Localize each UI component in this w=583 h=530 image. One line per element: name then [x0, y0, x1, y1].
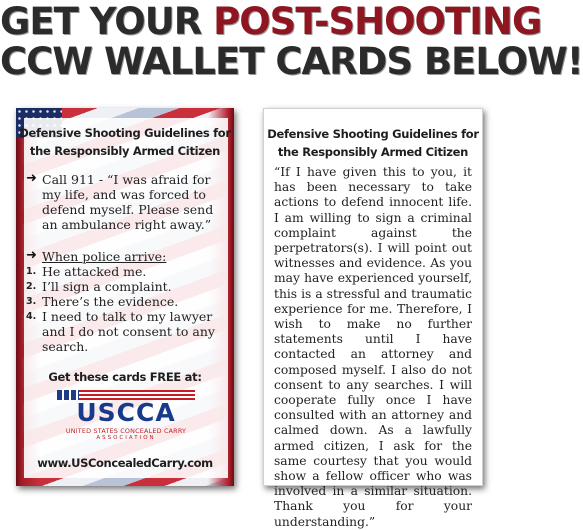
step-number: 4. [26, 311, 37, 322]
step-text: I’ll sign a complaint. [42, 279, 172, 294]
arrow-right-icon: ➜ [26, 171, 37, 186]
website-link[interactable]: www.USConcealedCarry.com [37, 456, 213, 470]
headline-line-2: CCW WALLET CARDS BELOW! [0, 40, 583, 83]
wallet-card-front [16, 108, 234, 486]
card-front-title-line-2: the Responsibly Armed Citizen [29, 144, 221, 158]
police-arrive-bullet [42, 249, 220, 264]
uscca-logo [57, 390, 195, 446]
step-number: 3. [26, 296, 37, 307]
logo-subline: UNITED STATES CONCEALED CARRY [65, 427, 187, 435]
statement-text: “If I have given this to you, it has been necessary to take actions to defend innocent life. I am willing to sign a criminal complaint against the perpetrators(s). I will point out witnesses and evidence. As you may have experienced yourself, this is a stressful and traumatic experience for me. Therefore, I wish to make no further statements until I have contacted an attorney and composed myself. I also do not consent to any searches. I will cooperate fully once I have consulted with an attorney and calmed down. As a lawfully armed citizen, I ask for the same courtesy that you would show a fellow officer who was involved in a similar situation. Thank you for your understanding.” [274, 165, 472, 529]
police-steps-list [26, 264, 226, 354]
step-text: He attacked me. [42, 264, 147, 279]
card-back-title [264, 125, 482, 161]
headline-line-1 [0, 0, 542, 43]
list-item [26, 279, 226, 294]
arrow-right-icon: ➜ [26, 248, 37, 263]
logo-wordmark-text: USCCA [76, 398, 176, 427]
step-number: 2. [26, 281, 37, 292]
list-item [26, 309, 226, 354]
logo-subline-2: ASSOCIATION [96, 435, 156, 441]
step-number: 1. [26, 266, 37, 277]
card-back-title-line-2: the Responsibly Armed Citizen [277, 145, 469, 159]
step-text: I need to talk to my lawyer and I do not consent to any search. [42, 309, 215, 354]
card-front-title [16, 124, 234, 160]
police-arrive-label: When police arrive: [42, 249, 167, 264]
step-text: There’s the evidence. [42, 294, 179, 309]
call-911-bullet: Call 911 - “I was afraid for my life, and was forced to defend myself. Please send an ambulance right away.” [42, 172, 214, 232]
headline-highlight: POST-SHOOTING [213, 0, 542, 43]
wallet-card-back [263, 108, 483, 529]
free-cards-cta: Get these cards FREE at: [48, 370, 202, 384]
card-front-title-line-1: Defensive Shooting Guidelines for [19, 126, 231, 140]
headline-prefix: GET YOUR [0, 0, 214, 43]
list-item [26, 294, 226, 309]
logo-wordmark [57, 399, 195, 427]
list-item [26, 264, 226, 279]
card-back-title-line-1: Defensive Shooting Guidelines for [267, 127, 479, 141]
